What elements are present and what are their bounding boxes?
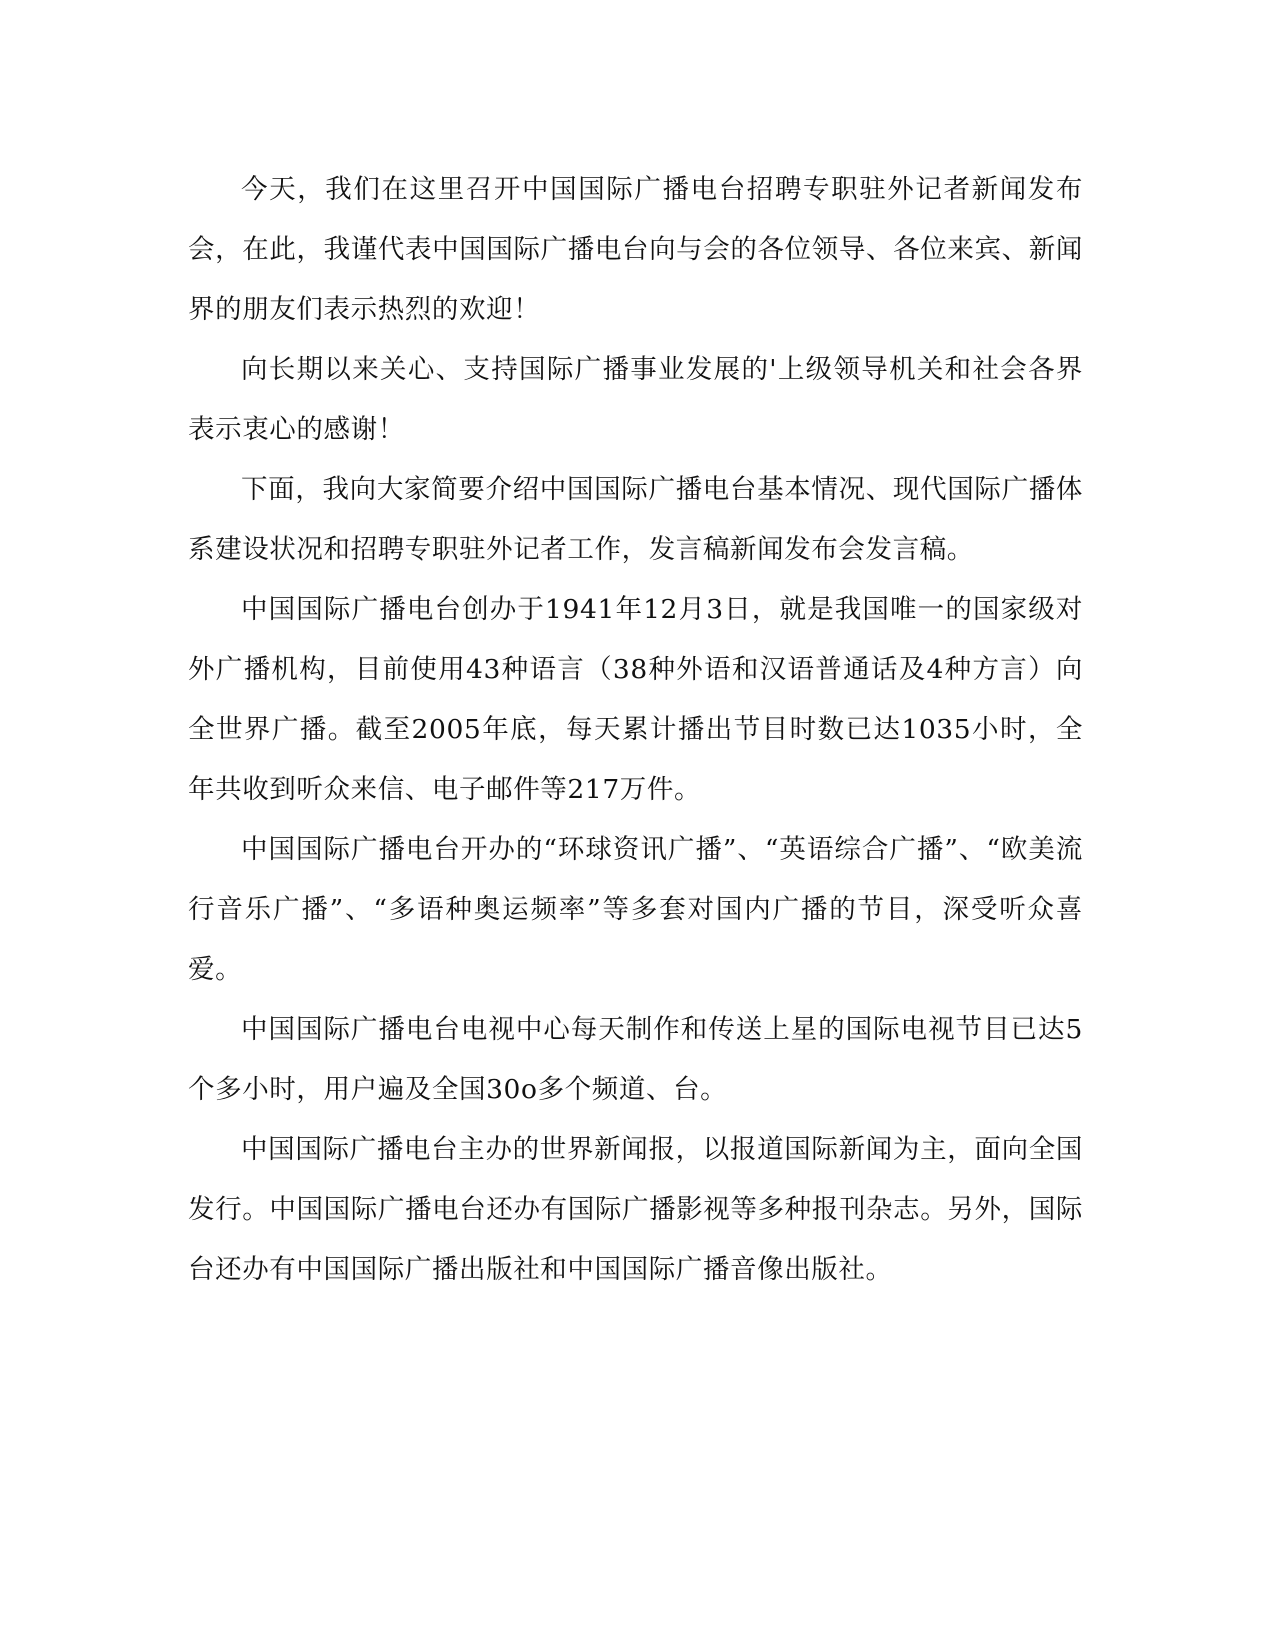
paragraph-introduction: 下面，我向大家简要介绍中国国际广播电台基本情况、现代国际广播体系建设状况和招聘专职驻外记者工作，发言稿新闻发布会发言稿。: [188, 474, 1083, 565]
paragraph-welcome: 今天，我们在这里召开中国国际广播电台招聘专职驻外记者新闻发布会，在此，我谨代表中国国际广播电台向与会的各位领导、各位来宾、新闻界的朋友们表示热烈的欢迎！: [188, 174, 1083, 325]
document-body: [188, 160, 1083, 1300]
paragraph-publications: 中国国际广播电台主办的世界新闻报，以报道国际新闻为主，面向全国发行。中国国际广播电台还办有国际广播影视等多种报刊杂志。另外，国际台还办有中国国际广播出版社和中国国际广播音像出版社。: [188, 1134, 1083, 1285]
paragraph-tv-center: 中国国际广播电台电视中心每天制作和传送上星的国际电视节目已达5个多小时，用户遍及全国30o多个频道、台。: [188, 1014, 1083, 1105]
paragraph-thanks: 向长期以来关心、支持国际广播事业发展的'上级领导机关和社会各界表示衷心的感谢！: [188, 354, 1083, 445]
paragraph-founding: 中国国际广播电台创办于1941年12月3日，就是我国唯一的国家级对外广播机构，目前使用43种语言（38种外语和汉语普通话及4种方言）向全世界广播。截至2005年底，每天累计播出节目时数已达1035小时，全年共收到听众来信、电子邮件等217万件。: [188, 594, 1083, 805]
paragraph-domestic-programs: 中国国际广播电台开办的“环球资讯广播”、“英语综合广播”、“欧美流行音乐广播”、“多语种奥运频率”等多套对国内广播的节目，深受听众喜爱。: [188, 834, 1083, 985]
